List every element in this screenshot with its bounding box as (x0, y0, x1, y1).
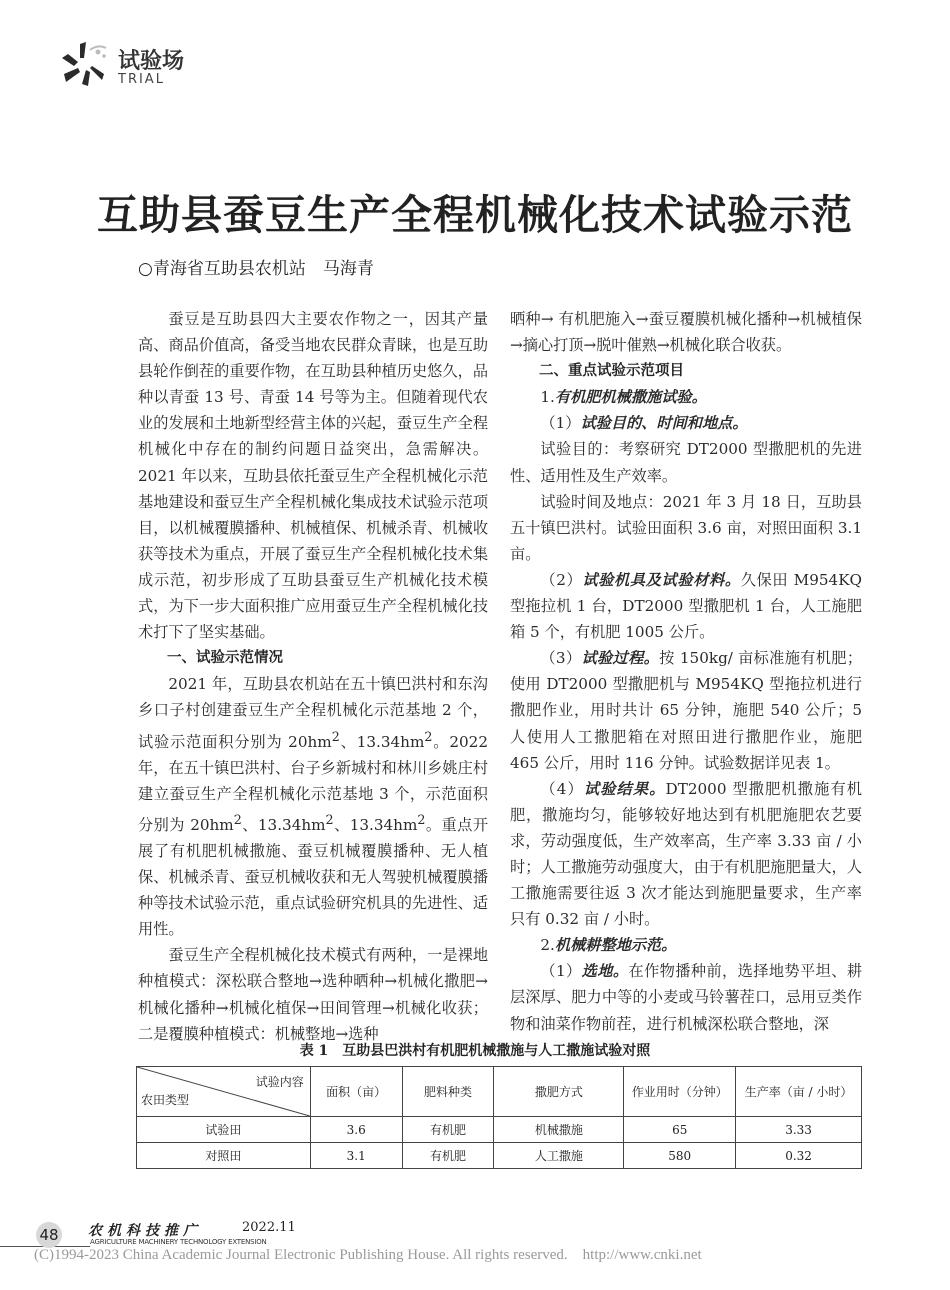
table-header-cell: 生产率（亩 / 小时） (736, 1067, 862, 1117)
demo-paragraph: 2021 年，互助县农机站在五十镇巴洪村和东沟乡口子村创建蚕豆生产全程机械化示范基地 2 个，试验示范面积分别为 $20hm^2$、$13.34hm^2$。2022 年，在五十镇巴洪村、台子乡新城村和林川乡姚庄村建立蚕豆生产全程机械化示范基地 3 个，示范面积分别为 $20hm^2$、$13.34hm^2$、$13.34hm^2$。重点开展了有机肥机械撒施、蚕豆机械覆膜播种、无人植保、机械杀青、蚕豆机械收获和无人驾驶机械覆膜播种等技术试验示范，重点试验研究机具的先进性、适用性。 (138, 675, 488, 939)
mode-paragraph: 蚕豆生产全程机械化技术模式有两种，一是裸地种植模式：深松联合整地→选种晒种→机械化撒肥→机械化播种→机械化植保→田间管理→机械化收获；二是覆膜种植模式：机械整地→选种 (138, 946, 488, 1043)
corner-bottom-label: 农田类型 (141, 1093, 190, 1107)
intro-paragraph: 蚕豆是互助县四大主要农作物之一，因其产量高、商品价值高，备受当地农民群众青睐，也是互助县轮作倒茬的重要作物，在互助县种植历史悠久，品种以青蚕 13 号、青蚕 14 号等为主。但随着现代农业的发展和土地新型经营主体的兴起，蚕豆生产全程机械化中存在的制约问题日益突出，急需解决。2021 年以来，互助县依托蚕豆生产全程机械化示范基地建设和蚕豆生产全程机械化集成技术试验示范项目，以机械覆膜播种、机械植保、机械杀青、机械收获等技术为重点，开展了蚕豆生产全程机械化技术集成示范，初步形成了互助县蚕豆生产机械化技术模式，为下一步大面积推广应用蚕豆生产全程机械化技术打下了坚实基础。 (138, 310, 488, 642)
table-header-row (137, 1067, 862, 1117)
table-caption: 表 1 互助县巴洪村有机肥机械撒施与人工撒施试验对照 (299, 1043, 651, 1059)
table-cell: 有机肥 (402, 1117, 494, 1143)
table-cell: 3.1 (310, 1143, 402, 1169)
journal-name: 农机科技推广 (88, 1223, 202, 1239)
mode-paragraph-continued: 晒种→ 有机肥施入→蚕豆覆膜机械化播种→机械植保→摘心打顶→脱叶催熟→机械化联合收获。 (510, 310, 862, 355)
corner-top-label: 试验内容 (255, 1075, 304, 1089)
table-cell: 3.33 (736, 1117, 862, 1143)
table-cell: 0.32 (736, 1143, 862, 1169)
machines-paragraph: （2）试验机具及试验材料。久保田 M954KQ 型拖拉机 1 台，DT2000 型撒肥机 1 台，人工施肥箱 5 个，有机肥 1005 公斤。 (510, 570, 863, 642)
select-land-paragraph: （1）选地。在作物播种前，选择地势平坦、耕层深厚、肥力中等的小麦或马铃薯茬口，忌用豆类作物和油菜作物前茬，进行机械深松联合整地，深 (510, 962, 863, 1033)
trial-logo-icon (58, 38, 110, 90)
article-author: ○青海省互助县农机站 马海青 (138, 259, 374, 279)
table-row (137, 1117, 862, 1143)
journal-name-en: AGRICULTURE MACHINERY TECHNOLOGY EXTENSION (90, 1238, 267, 1246)
table-cell: 3.6 (310, 1117, 402, 1143)
table-cell: 人工撒施 (494, 1143, 624, 1169)
right-column (510, 306, 862, 1037)
table-header-cell: 肥料种类 (402, 1067, 494, 1117)
result-paragraph: （4）试验结果。DT2000 型撒肥机撒施有机肥，撒施均匀，能够较好地达到有机肥施肥农艺要求，劳动强度低，生产效率高，生产率 3.33 亩 / 小时；人工撒施劳动强度大，由于有机肥施肥量大，人工撒施需要往返 3 次才能达到施肥量要求，生产率只有 0.32 亩 / 小时。 (510, 779, 862, 929)
left-column (138, 306, 488, 1047)
table-cell: 有机肥 (402, 1143, 494, 1169)
table-corner-cell (137, 1067, 311, 1117)
table-row (137, 1143, 862, 1169)
data-table (136, 1066, 862, 1169)
issue-date: 2022.11 (242, 1220, 296, 1235)
table-cell: 机械撒施 (494, 1117, 624, 1143)
page-number: 48 (36, 1222, 62, 1248)
table-cell: 对照田 (137, 1143, 311, 1169)
copyright-notice: (C)1994-2023 China Academic Journal Electronic Publishing House. All rights reserved. http://www.cnki.net (34, 1247, 702, 1263)
time-place-paragraph: 试验时间及地点：2021 年 3 月 18 日，互助县五十镇巴洪村。试验田面积 3.6 亩，对照田面积 3.1 亩。 (510, 492, 862, 563)
table-header-cell: 作业用时（分钟） (624, 1067, 736, 1117)
purpose-paragraph: 试验目的：考察研究 DT2000 型撒肥机的先进性、适用性及生产效率。 (510, 440, 862, 485)
table-cell: 65 (624, 1117, 736, 1143)
process-paragraph: （3）试验过程。按 150kg/ 亩标准施有机肥；使用 DT2000 型撒肥机与 M954KQ 型拖拉机进行撒肥作业，用时共计 65 分钟，施肥 540 公斤；5 人使用人工撒肥箱在对照田进行撒肥作业，施肥 465 公斤，用时 116 分钟。试验数据详见表 1。 (510, 649, 863, 772)
section-heading-2: 二、重点试验示范项目 (539, 363, 684, 380)
section-heading-1: 一、试验示范情况 (167, 650, 283, 667)
subheading-2: 2.机械耕整地示范。 (540, 936, 677, 955)
section-name: 试验场 (118, 49, 185, 74)
table-cell: 580 (624, 1143, 736, 1169)
table-cell: 试验田 (137, 1117, 311, 1143)
subheading-1-1: （1）试验目的、时间和地点。 (540, 414, 748, 433)
table-header-cell: 撒肥方式 (494, 1067, 624, 1117)
section-name-en: TRIAL (118, 72, 165, 87)
subheading-1: 1.有机肥机械撒施试验。 (540, 388, 707, 407)
article-title: 互助县蚕豆生产全程机械化技术试验示范 (97, 191, 853, 239)
table-header-cell: 面积（亩） (310, 1067, 402, 1117)
